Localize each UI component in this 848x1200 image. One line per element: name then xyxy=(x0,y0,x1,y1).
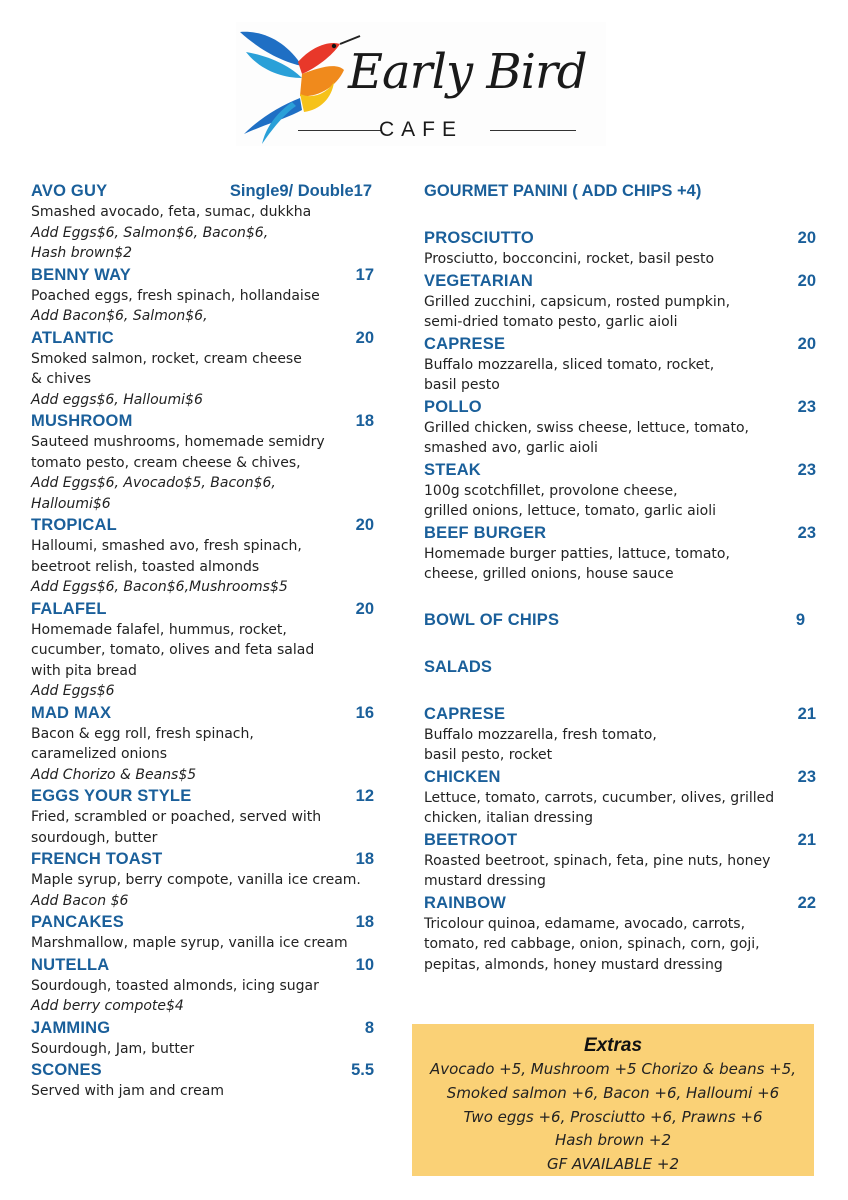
item-addons: Add Chorizo & Beans$5 xyxy=(31,766,197,783)
item-name: BEETROOT xyxy=(424,830,518,849)
item-name: STEAK xyxy=(424,460,481,479)
item-header xyxy=(31,264,386,286)
item-description: Sauteed mushrooms, homemade semidry tomato pesto, cream cheese & chives, xyxy=(31,434,325,471)
item-name: POLLO xyxy=(424,397,482,416)
item-name: PROSCIUTTO xyxy=(424,229,534,247)
item-price: 20 xyxy=(355,599,374,618)
item-name: MAD MAX xyxy=(31,703,112,722)
item-header xyxy=(31,410,386,432)
item-description: Smashed avocado, feta, sumac, dukkha xyxy=(31,204,312,220)
item-price: 8 xyxy=(364,1018,374,1037)
item-description: Sourdough, Jam, butter xyxy=(31,1040,195,1057)
item-price: 18 xyxy=(355,850,374,868)
salads-section-title: SALADS xyxy=(424,657,492,676)
item-price: 20 xyxy=(797,334,816,353)
menu-item xyxy=(31,1059,386,1102)
item-name: EGGS YOUR STYLE xyxy=(31,787,192,805)
item-price: 12 xyxy=(355,787,374,805)
item-header xyxy=(424,892,816,914)
panini-salad-column xyxy=(424,180,816,975)
item-header xyxy=(31,1017,386,1039)
item-addons: Add Eggs$6, Bacon$6,Mushrooms$5 xyxy=(31,579,288,595)
item-price: 23 xyxy=(797,397,816,416)
item-price: 22 xyxy=(797,893,816,912)
item-name: CHICKEN xyxy=(424,767,501,786)
item-name: BEEF BURGER xyxy=(424,523,547,542)
item-name: BENNY WAY xyxy=(31,265,131,284)
menu-item xyxy=(31,264,386,327)
item-price: 21 xyxy=(797,704,816,723)
item-header xyxy=(31,911,386,933)
menu-item xyxy=(424,270,816,333)
bowl-of-chips-item xyxy=(424,609,816,631)
item-price: 17 xyxy=(355,265,374,284)
item-description: Sourdough, toasted almonds, icing sugar xyxy=(31,977,319,994)
brand-cafe-word: CAFE xyxy=(378,118,463,141)
item-description: Roasted beetroot, spinach, feta, pine nuts, honey mustard dressing xyxy=(424,852,771,889)
item-addons: Add Eggs$6, Salmon$6, Bacon$6, Hash brown$2 xyxy=(31,224,269,261)
brand-script-title: Early Bird xyxy=(348,44,587,100)
item-price: 10 xyxy=(355,955,374,974)
item-header xyxy=(424,227,816,249)
item-name: PANCAKES xyxy=(31,913,124,931)
panini-section-title: GOURMET PANINI ( ADD CHIPS +4) xyxy=(424,182,702,200)
breakfast-column xyxy=(31,180,386,1102)
item-description: Poached eggs, fresh spinach, hollandaise xyxy=(31,287,320,304)
item-description: Served with jam and cream xyxy=(31,1083,224,1099)
item-name: NUTELLA xyxy=(31,955,110,974)
item-header xyxy=(31,327,386,349)
item-price: 5.5 xyxy=(351,1061,374,1079)
extras-line: Hash brown +2 xyxy=(554,1131,672,1150)
item-price: 9 xyxy=(795,610,805,629)
menu-item xyxy=(31,180,386,264)
menu-item xyxy=(31,598,386,702)
menu-item xyxy=(31,514,386,598)
item-description: Maple syrup, berry compote, vanilla ice cream. xyxy=(31,872,361,888)
item-price: Single9/ Double17 xyxy=(229,182,372,200)
panini-list xyxy=(424,227,816,585)
item-description: Buffalo mozzarella, fresh tomato, basil pesto, rocket xyxy=(424,726,657,763)
extras-box xyxy=(412,1024,814,1176)
item-description: Fried, scrambled or poached, served with sourdough, butter xyxy=(31,809,322,846)
item-name: JAMMING xyxy=(31,1018,111,1037)
item-header xyxy=(424,766,816,788)
item-price: 18 xyxy=(355,913,374,931)
item-price: 21 xyxy=(797,830,816,849)
item-description: Halloumi, smashed avo, fresh spinach, beetroot relish, toasted almonds xyxy=(31,538,302,575)
item-header xyxy=(424,333,816,355)
item-description: Buffalo mozzarella, sliced tomato, rocket, basil pesto xyxy=(424,356,715,393)
item-header xyxy=(31,598,386,620)
item-description: Bacon & egg roll, fresh spinach, caramelized onions xyxy=(31,725,254,762)
item-name: TROPICAL xyxy=(31,516,117,534)
item-description: Homemade falafel, hummus, rocket, cucumber, tomato, olives and feta salad with pita bread xyxy=(31,621,315,679)
menu-item xyxy=(31,954,386,1017)
item-header xyxy=(424,270,816,292)
extras-line: GF AVAILABLE +2 xyxy=(546,1155,680,1174)
item-description: Prosciutto, bocconcini, rocket, basil pesto xyxy=(424,251,715,267)
item-addons: Add Eggs$6 xyxy=(31,683,115,699)
item-addons: Add berry compote$4 xyxy=(31,998,184,1014)
item-price: 23 xyxy=(797,767,816,786)
item-price: 20 xyxy=(355,516,374,534)
item-price: 23 xyxy=(797,523,816,542)
item-header xyxy=(424,829,816,851)
extras-title: Extras xyxy=(583,1035,643,1056)
item-description: Tricolour quinoa, edamame, avocado, carrots, tomato, red cabbage, onion, spinach, corn, goji, pepitas, almonds, honey mustard dressing xyxy=(424,915,760,973)
item-description: Homemade burger patties, lattuce, tomato, cheese, grilled onions, house sauce xyxy=(424,545,730,582)
item-name: AVO GUY xyxy=(31,182,108,200)
item-price: 18 xyxy=(355,412,374,430)
item-addons: Add eggs$6, Halloumi$6 xyxy=(31,391,203,408)
item-name: CAPRESE xyxy=(424,334,506,353)
menu-item xyxy=(31,785,386,848)
item-header xyxy=(31,1059,386,1081)
menu-item xyxy=(31,410,386,514)
item-header xyxy=(31,702,386,724)
item-name: SCONES xyxy=(31,1061,102,1079)
item-name: CAPRESE xyxy=(424,704,506,723)
menu-item xyxy=(424,459,816,522)
extras-line: Avocado +5, Mushroom +5 Chorizo & beans +5, xyxy=(429,1060,797,1078)
item-header xyxy=(31,954,386,976)
extras-line: Smoked salmon +6, Bacon +6, Halloumi +6 xyxy=(446,1083,780,1102)
item-price: 23 xyxy=(797,460,816,479)
extras-line: Two eggs +6, Prosciutto +6, Prawns +6 xyxy=(463,1107,763,1126)
item-description: Smoked salmon, rocket, cream cheese & chives xyxy=(31,350,302,387)
item-description: Lettuce, tomato, carrots, cucumber, olives, grilled chicken, italian dressing xyxy=(424,789,775,826)
menu-item xyxy=(424,703,816,766)
menu-item xyxy=(31,911,386,954)
menu-item xyxy=(31,327,386,411)
menu-item xyxy=(31,848,386,911)
item-description: Marshmallow, maple syrup, vanilla ice cream xyxy=(31,935,348,951)
menu-item xyxy=(424,396,816,459)
menu-item xyxy=(424,829,816,892)
item-header xyxy=(31,785,386,807)
item-price: 20 xyxy=(797,271,816,290)
menu-item xyxy=(424,766,816,829)
menu-item xyxy=(424,522,816,585)
item-name: RAINBOW xyxy=(424,893,507,912)
item-name: MUSHROOM xyxy=(31,412,133,430)
menu-item xyxy=(424,892,816,976)
item-header xyxy=(424,522,816,544)
item-price: 16 xyxy=(355,703,374,722)
item-addons: Add Bacon$6, Salmon$6, xyxy=(31,308,208,324)
item-header xyxy=(31,514,386,536)
item-header xyxy=(424,396,816,418)
item-name: FRENCH TOAST xyxy=(31,850,163,868)
salad-list xyxy=(424,703,816,976)
item-name: FALAFEL xyxy=(31,599,107,618)
item-addons: Add Bacon $6 xyxy=(31,892,129,909)
item-header xyxy=(31,180,386,202)
item-price: 20 xyxy=(797,229,816,247)
item-header xyxy=(31,848,386,870)
item-name: BOWL OF CHIPS xyxy=(424,610,560,629)
item-name: VEGETARIAN xyxy=(424,271,533,290)
menu-item xyxy=(424,333,816,396)
item-header xyxy=(424,703,816,725)
item-name: ATLANTIC xyxy=(31,328,114,347)
menu-item xyxy=(424,227,816,270)
logo xyxy=(236,22,606,146)
item-description: Grilled chicken, swiss cheese, lettuce, tomato, smashed avo, garlic aioli xyxy=(424,419,749,456)
item-price: 20 xyxy=(355,328,374,347)
menu-item xyxy=(31,1017,386,1060)
item-description: Grilled zucchini, capsicum, rosted pumpkin, semi-dried tomato pesto, garlic aioli xyxy=(424,293,731,330)
item-header xyxy=(424,459,816,481)
item-addons: Add Eggs$6, Avocado$5, Bacon$6, Halloumi$6 xyxy=(31,475,276,512)
menu-item xyxy=(31,702,386,786)
item-description: 100g scotchfillet, provolone cheese, grilled onions, lettuce, tomato, garlic aioli xyxy=(424,482,716,519)
